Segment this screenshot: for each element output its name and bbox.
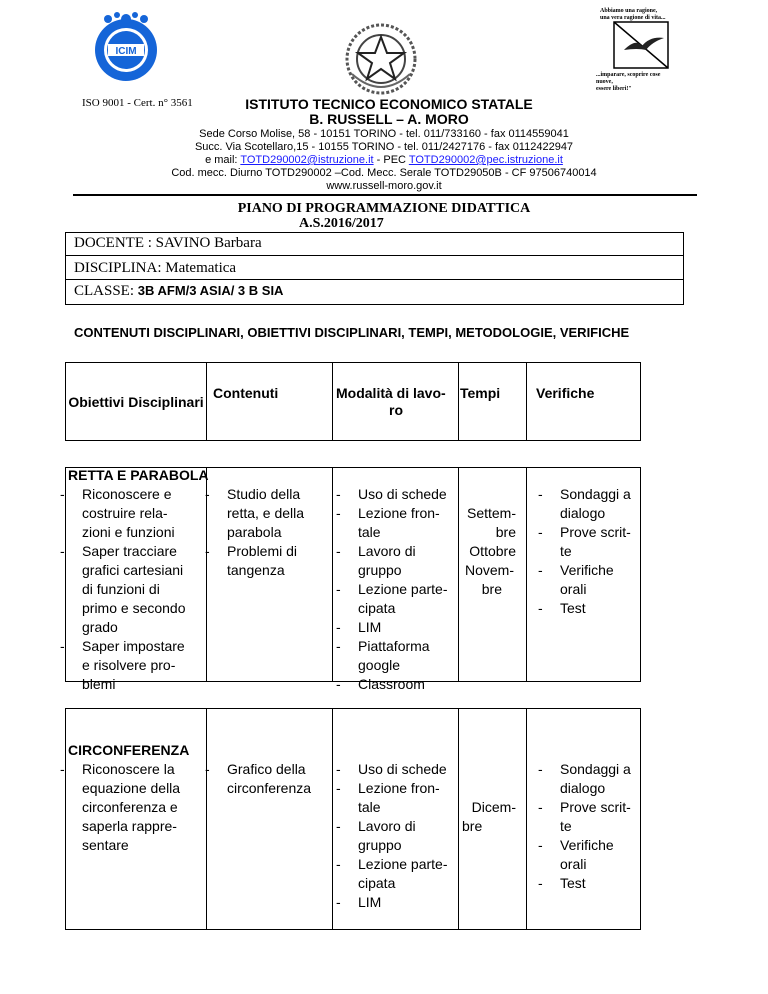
svg-text:ICIM: ICIM xyxy=(115,46,137,57)
bullet-dash: - xyxy=(538,837,543,853)
tempi-line: bre xyxy=(481,581,502,597)
tempi-line: bre xyxy=(462,818,483,834)
tempi-line: Dicem- xyxy=(471,799,516,815)
verifica-item: - Test xyxy=(538,600,586,616)
bullet-dash: - xyxy=(60,638,65,654)
website[interactable]: www.russell-moro.gov.it xyxy=(326,180,442,192)
block2-title: CIRCONFERENZA xyxy=(68,742,190,758)
block2-verifiche xyxy=(536,760,631,893)
obiettivo-line: equazione della xyxy=(82,780,181,796)
contenuto-item: - Grafico della xyxy=(205,761,306,777)
address-line-2: Succ. Via Scotellaro,15 - 10155 TORINO - tel. 011/2427176 - fax 0112422947 xyxy=(194,141,574,153)
verifica-line: orali xyxy=(560,581,587,597)
verifica-item: - Verifiche xyxy=(538,837,614,853)
verifica-line: te xyxy=(560,543,572,559)
block2-contenuti xyxy=(203,760,311,798)
verifica-item: - Sondaggi a xyxy=(538,486,631,502)
block2-divider-4 xyxy=(526,709,527,929)
tempi-line: bre xyxy=(495,524,516,540)
contenuto-item: - Studio della xyxy=(205,486,301,502)
school-year: A.S.2016/2017 xyxy=(299,216,384,231)
bullet-dash: - xyxy=(336,856,341,872)
tempi-line: Novem- xyxy=(464,562,514,578)
col-divider-4 xyxy=(526,363,527,440)
obiettivo-line: sentare xyxy=(82,837,129,853)
republic-emblem xyxy=(340,20,422,98)
verifica-item: - Prove scrit- xyxy=(538,799,631,815)
modalita-line: google xyxy=(358,657,401,673)
obiettivo-item: - Saper tracciare xyxy=(60,543,177,559)
bullet-dash: - xyxy=(205,761,210,777)
verifica-item: - Prove scrit- xyxy=(538,524,631,540)
header-modalita-line-2: ro xyxy=(389,402,403,418)
section-heading: CONTENUTI DISCIPLINARI, OBIETTIVI DISCIPLINARI, TEMPI, METODOLOGIE, VERIFICHE xyxy=(74,325,630,340)
bullet-dash: - xyxy=(336,543,341,559)
icim-logo xyxy=(78,10,174,88)
info-separator-2 xyxy=(66,279,683,280)
bullet-dash: - xyxy=(336,894,341,910)
obiettivo-item: - Saper impostare xyxy=(60,638,185,654)
disciplina: DISCIPLINA: Matematica xyxy=(74,260,237,276)
obiettivo-line: grado xyxy=(82,619,118,635)
pec-label: - PEC xyxy=(373,154,409,166)
table-header xyxy=(65,362,641,441)
block2-divider-2 xyxy=(332,709,333,929)
obiettivo-line: blemi xyxy=(82,676,116,692)
verifica-line: dialogo xyxy=(560,505,606,521)
logo-right-bottom-line-2: essere liberi!" xyxy=(596,86,632,92)
modalita-line: cipata xyxy=(358,600,396,616)
document-title: PIANO DI PROGRAMMAZIONE DIDATTICA xyxy=(237,201,531,216)
bullet-dash: - xyxy=(205,486,210,502)
verifica-line: dialogo xyxy=(560,780,606,796)
modalita-item: - LIM xyxy=(336,894,382,910)
modalita-item: - Lezione parte- xyxy=(336,856,448,872)
bullet-dash: - xyxy=(336,505,341,521)
header-rule xyxy=(73,194,697,196)
pec-link[interactable]: TOTD290002@pec.istruzione.it xyxy=(408,154,563,166)
block2-obiettivi xyxy=(58,760,180,855)
bullet-dash: - xyxy=(336,619,341,635)
modalita-line: gruppo xyxy=(358,562,402,578)
block1-modalita xyxy=(334,485,448,694)
bullet-dash: - xyxy=(336,581,341,597)
modalita-item: - Piattaforma xyxy=(336,638,430,654)
contenuto-line: parabola xyxy=(227,524,282,540)
info-separator-1 xyxy=(66,255,683,256)
logo-right-top-line-2: una vera ragione di vita... xyxy=(600,15,666,21)
bullet-dash: - xyxy=(538,799,543,815)
modalita-item: - Lezione parte- xyxy=(336,581,448,597)
modalita-line: tale xyxy=(358,799,381,815)
contact-line xyxy=(0,154,768,167)
classe xyxy=(74,283,283,300)
modalita-item: - Lavoro di xyxy=(336,543,416,559)
iso-certification: ISO 9001 - Cert. n° 3561 xyxy=(82,97,193,109)
docente: DOCENTE : SAVINO Barbara xyxy=(74,235,262,251)
modalita-line: gruppo xyxy=(358,837,402,853)
obiettivo-item: - Riconoscere la xyxy=(60,761,175,777)
info-box xyxy=(65,232,684,305)
bullet-dash: - xyxy=(336,761,341,777)
modalita-line: cipata xyxy=(358,875,396,891)
col-divider-3 xyxy=(458,363,459,440)
bullet-dash: - xyxy=(336,780,341,796)
block1-tempi xyxy=(458,504,516,599)
bullet-dash: - xyxy=(60,486,65,502)
header-modalita-line-1: Modalità di lavo- xyxy=(336,385,446,401)
tempi-line: Settem- xyxy=(466,505,516,521)
obiettivo-line: e risolvere pro- xyxy=(82,657,176,673)
block2-modalita xyxy=(334,760,448,912)
contenuto-line: retta, e della xyxy=(227,505,305,521)
bullet-dash: - xyxy=(538,600,543,616)
classe-label: CLASSE: xyxy=(74,283,138,299)
email-label: e mail: xyxy=(205,154,241,166)
col-divider-1 xyxy=(206,363,207,440)
school-name-1: ISTITUTO TECNICO ECONOMICO STATALE xyxy=(245,96,533,112)
obiettivo-line: zioni e funzioni xyxy=(82,524,175,540)
school-name-2: B. RUSSELL – A. MORO xyxy=(309,111,469,127)
modalita-item: - Uso di schede xyxy=(336,761,447,777)
bullet-dash: - xyxy=(205,543,210,559)
obiettivo-line: costruire rela- xyxy=(82,505,168,521)
obiettivo-line: primo e secondo xyxy=(82,600,186,616)
verifica-item: - Sondaggi a xyxy=(538,761,631,777)
bullet-dash: - xyxy=(336,638,341,654)
codes-line: Cod. mecc. Diurno TOTD290002 –Cod. Mecc. Serale TOTD29050B - CF 97506740014 xyxy=(171,167,597,179)
logo-right-bottom-line-1: ...imparare, scoprire cose nuove, xyxy=(596,72,661,85)
verifica-line: te xyxy=(560,818,572,834)
header-modalita xyxy=(336,385,456,419)
verifica-item: - Verifiche xyxy=(538,562,614,578)
modalita-item: - Lavoro di xyxy=(336,818,416,834)
col-divider-2 xyxy=(332,363,333,440)
bullet-dash: - xyxy=(336,818,341,834)
email-link[interactable]: TOTD290002@istruzione.it xyxy=(240,154,374,166)
classe-value: 3B AFM/3 ASIA/ 3 B SIA xyxy=(137,283,284,298)
address-line-1: Sede Corso Molise, 58 - 10151 TORINO - tel. 011/733160 - fax 0114559041 xyxy=(199,128,569,140)
header-obiettivi: Obiettivi Disciplinari xyxy=(68,394,204,410)
tempi-line: Ottobre xyxy=(469,543,516,559)
block1-verifiche xyxy=(536,485,631,618)
modalita-item: - Lezione fron- xyxy=(336,780,440,796)
block1-title: RETTA E PARABOLA xyxy=(68,467,209,483)
modalita-item: - Classroom xyxy=(336,676,425,692)
block1-divider-4 xyxy=(526,468,527,681)
contenuto-item: - Problemi di xyxy=(205,543,298,559)
bullet-dash: - xyxy=(60,761,65,777)
obiettivo-line: saperla rappre- xyxy=(82,818,177,834)
bullet-dash: - xyxy=(538,875,543,891)
modalita-item: - Uso di schede xyxy=(336,486,447,502)
bullet-dash: - xyxy=(60,543,65,559)
obiettivo-line: circonferenza e xyxy=(82,799,178,815)
modalita-line: tale xyxy=(358,524,381,540)
bullet-dash: - xyxy=(538,486,543,502)
block2-tempi xyxy=(458,798,516,836)
obiettivo-line: di funzioni di xyxy=(82,581,160,597)
obiettivo-item: - Riconoscere e xyxy=(60,486,172,502)
verifica-item: - Test xyxy=(538,875,586,891)
header-tempi: Tempi xyxy=(460,385,501,401)
modalita-item: - LIM xyxy=(336,619,382,635)
bullet-dash: - xyxy=(336,676,341,692)
contenuto-line: circonferenza xyxy=(227,780,312,796)
header-contenuti: Contenuti xyxy=(213,385,279,401)
bullet-dash: - xyxy=(538,524,543,540)
logo-right-top-line-1: Abbiamo una ragione, xyxy=(600,8,658,14)
bullet-dash: - xyxy=(336,486,341,502)
block2-divider-1 xyxy=(206,709,207,929)
block1-obiettivi xyxy=(58,485,186,694)
block1-divider-2 xyxy=(332,468,333,681)
verifica-line: orali xyxy=(560,856,587,872)
modalita-item: - Lezione fron- xyxy=(336,505,440,521)
seagull-logo xyxy=(594,8,676,92)
contenuto-line: tangenza xyxy=(227,562,285,578)
obiettivo-line: grafici cartesiani xyxy=(82,562,184,578)
bullet-dash: - xyxy=(538,761,543,777)
header-verifiche: Verifiche xyxy=(536,385,595,401)
bullet-dash: - xyxy=(538,562,543,578)
block1-contenuti xyxy=(203,485,304,580)
